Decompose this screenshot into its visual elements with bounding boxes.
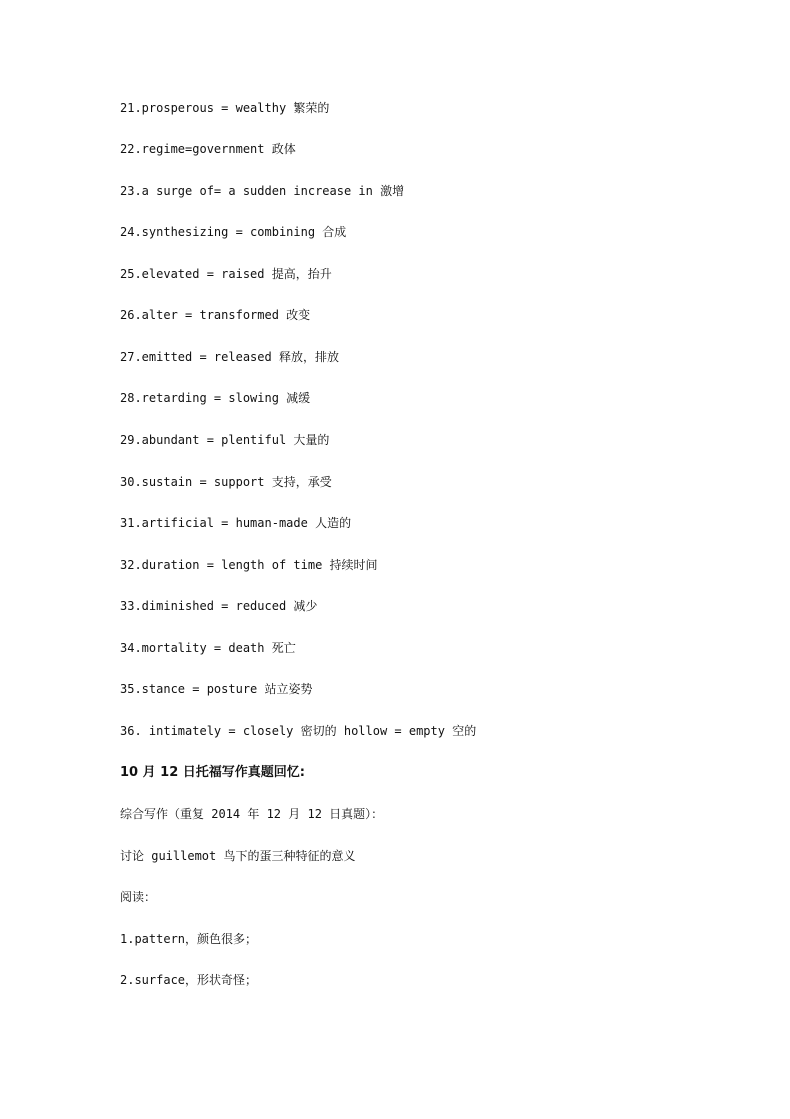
reading-point: 2.surface，形状奇怪； [120, 973, 258, 987]
vocab-item: 26.alter = transformed 改变 [120, 308, 311, 322]
vocab-item: 28.retarding = slowing 减缓 [120, 391, 311, 405]
vocab-item: 31.artificial = human-made 人造的 [120, 516, 352, 530]
discussion-line: 讨论 guillemot 鸟下的蛋三种特征的意义 [120, 849, 356, 863]
vocab-item: 33.diminished = reduced 减少 [120, 599, 318, 613]
vocab-item: 30.sustain = support 支持，承受 [120, 475, 332, 489]
vocab-item: 29.abundant = plentiful 大量的 [120, 433, 330, 447]
vocab-item: 27.emitted = released 释放，排放 [120, 350, 339, 364]
vocab-item: 23.a surge of= a sudden increase in 激增 [120, 184, 405, 198]
vocab-item: 21.prosperous = wealthy 繁荣的 [120, 101, 330, 115]
vocab-item: 25.elevated = raised 提高，抬升 [120, 267, 332, 281]
vocab-item: 36. intimately = closely 密切的 hollow = empty 空的 [120, 724, 477, 738]
integrated-writing-line: 综合写作（重复 2014 年 12 月 12 日真题）： [120, 807, 384, 821]
section-heading: 10 月 12 日托福写作真题回忆: [120, 765, 305, 780]
reading-label: 阅读： [120, 890, 157, 904]
vocab-item: 24.synthesizing = combining 合成 [120, 225, 347, 239]
vocab-item: 34.mortality = death 死亡 [120, 641, 296, 655]
vocab-item: 32.duration = length of time 持续时间 [120, 558, 378, 572]
vocab-item: 35.stance = posture 站立姿势 [120, 682, 313, 696]
reading-point: 1.pattern，颜色很多； [120, 932, 258, 946]
vocab-item: 22.regime=government 政体 [120, 142, 296, 156]
